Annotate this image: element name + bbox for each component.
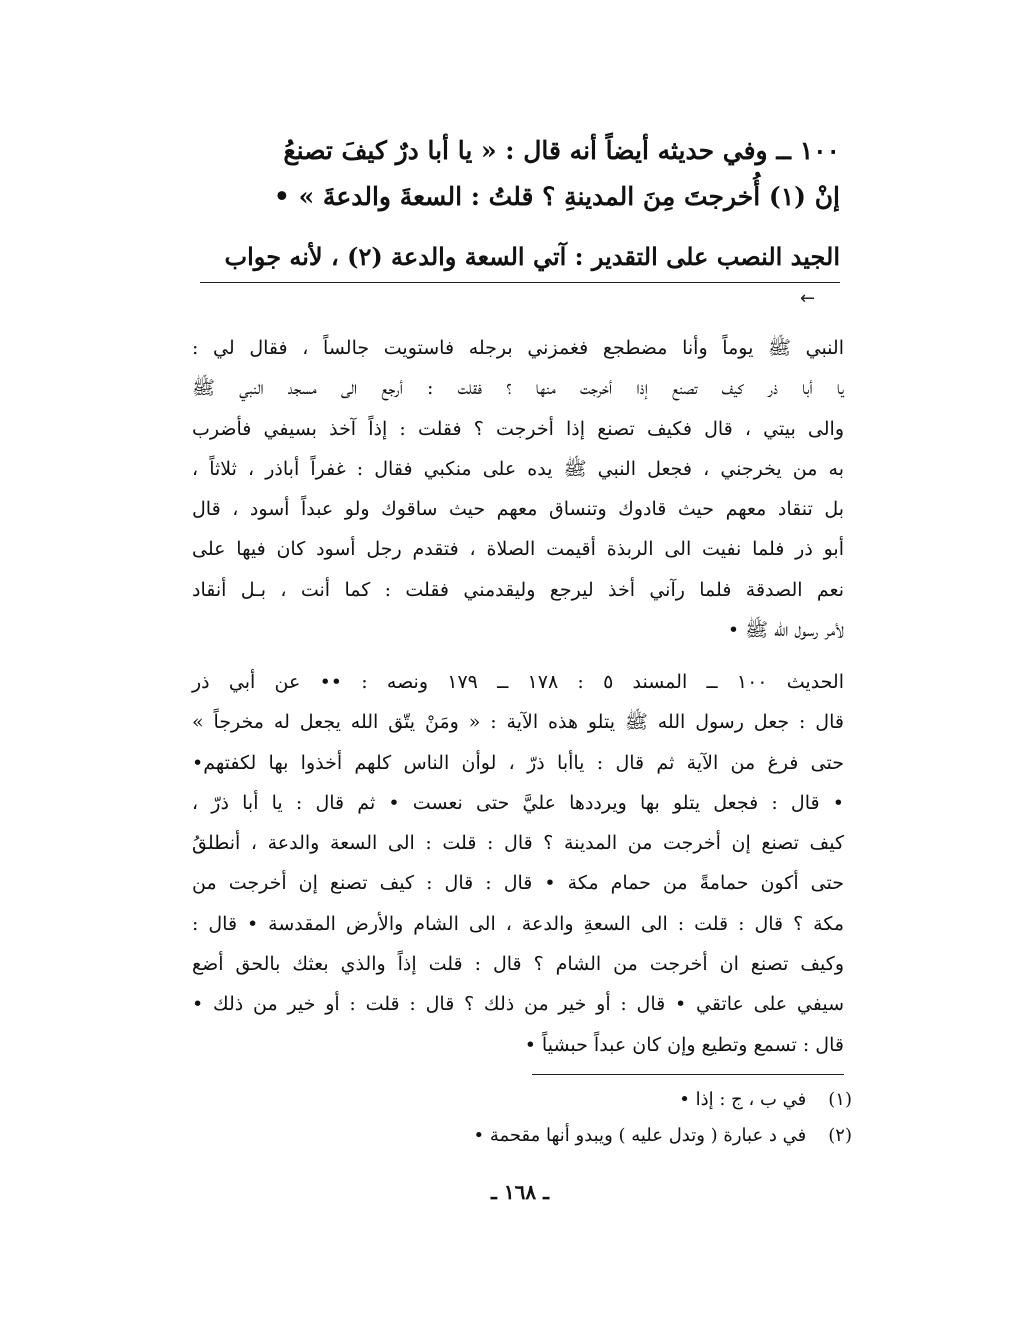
footnote-1 — [400, 1082, 852, 1118]
note-line: حتى أكون حمامةً من حمام مكة • قال : قال : كيف تصنع إن أخرجت من — [192, 872, 844, 895]
footnote-2 — [400, 1118, 852, 1154]
hadith-line-2: إنْ (١) أُخرجتَ مِنَ المدينةِ ؟ قلتُ : السعةَ والدعةَ » • — [273, 182, 840, 211]
footnote-text: في د عبارة ( وتدل عليه ) ويبدو أنها مقحمة • — [473, 1125, 807, 1146]
note-line: سيفي على عاتقي • قال : أو خير من ذلك ؟ قال : قلت : أو خير من ذلك • — [192, 993, 844, 1016]
note-line: النبي ﷺ يوماً وأنا مضطجع فغمزني برجله فاستويت جالساً ، فقال لي : — [192, 337, 844, 359]
note-line: قال : تسمع وتطيع وإن كان عبداً حبشياً • — [524, 1033, 844, 1056]
footnote-divider — [532, 1074, 844, 1075]
note-line: لأمر رسول الله ﷺ • — [727, 619, 844, 642]
note-line: الحديث ١٠٠ ــ المسند ٥ : ١٧٨ ــ ١٧٩ ونصه : •• عن أبي ذر — [192, 671, 844, 693]
hadith-line-1: ١٠٠ ــ وفي حديثه أيضاً أنه قال : « يا أبا درٌ كيفَ تصنعُ — [283, 136, 840, 165]
note-line: أبو ذر فلما نفيت الى الربذة أقيمت الصلاة ، فتقدم رجل أسود كان فيها على — [192, 538, 844, 561]
note-line: نعم الصدقة فلما رآني أخذ ليرجع وليقدمني فقلت : كما أنت ، بـل أنقاد — [192, 578, 844, 601]
page-number: ـ ١٦٨ ـ — [491, 1180, 549, 1204]
note-line: به من يخرجني ، فجعل النبي ﷺ يده على منكبي فقال : غفراً أباذر ، ثلاثاً ، — [192, 457, 844, 480]
note-line: حتى فرغ من الآية ثم قال : ياأبا ذرّ ، لوأن الناس كلهم أخذوا بها لكفتهم• — [192, 751, 844, 774]
commentary-line: الجيد النصب على التقدير : آتي السعة والدعة (٢) ، لأنه جواب — [224, 242, 840, 271]
hadith-main-text — [188, 128, 840, 280]
note-line: بل تنقاد معهم حيث قادوك وتنساق معهم حيث ساقوك ولو عبداً أسود ، قال — [192, 498, 844, 521]
continued-note-block — [192, 328, 844, 650]
footnote-text: في ب ، ج : إذا • — [679, 1089, 807, 1110]
note-line: • قال : فجعل يتلو بها ويرددها عليَّ حتى نعست • ثم قال : يا أبا ذرّ ، — [192, 791, 844, 814]
note-line: وكيف تصنع ان أخرجت من الشام ؟ قال : قلت إذاً والذي بعثك بالحق أضع — [192, 953, 844, 976]
note-line: والى بيتي ، قال فكيف تصنع إذا أخرجت ؟ فقلت : إذاً آخذ بسيفي فأضرب — [192, 417, 844, 440]
continuation-arrow-icon: ← — [800, 288, 816, 309]
footnotes — [400, 1082, 852, 1154]
note-line: كيف تصنع إن أخرجت من المدينة ؟ قال : قلت : الى السعة والدعة ، أنطلقُ — [192, 832, 844, 855]
main-divider — [200, 282, 840, 283]
note-line: مكة ؟ قال : قلت : الى السعةِ والدعة ، الى الشام والأرض المقدسة • قال : — [192, 912, 844, 935]
note-line: قال : جعل رسول الله ﷺ يتلو هذه الآية : « ومَنْ يتّق الله يجعل له مخرجاً » — [192, 711, 844, 734]
footnote-number: (٢) — [828, 1125, 852, 1146]
hadith-source-note-block — [192, 662, 844, 1065]
note-line: يا أبا ذر كيف تصنع إذا أخرجت منها ؟ فقلت : أرجع الى مسجد النبي ﷺ — [192, 377, 844, 400]
footnote-number: (١) — [828, 1089, 852, 1110]
